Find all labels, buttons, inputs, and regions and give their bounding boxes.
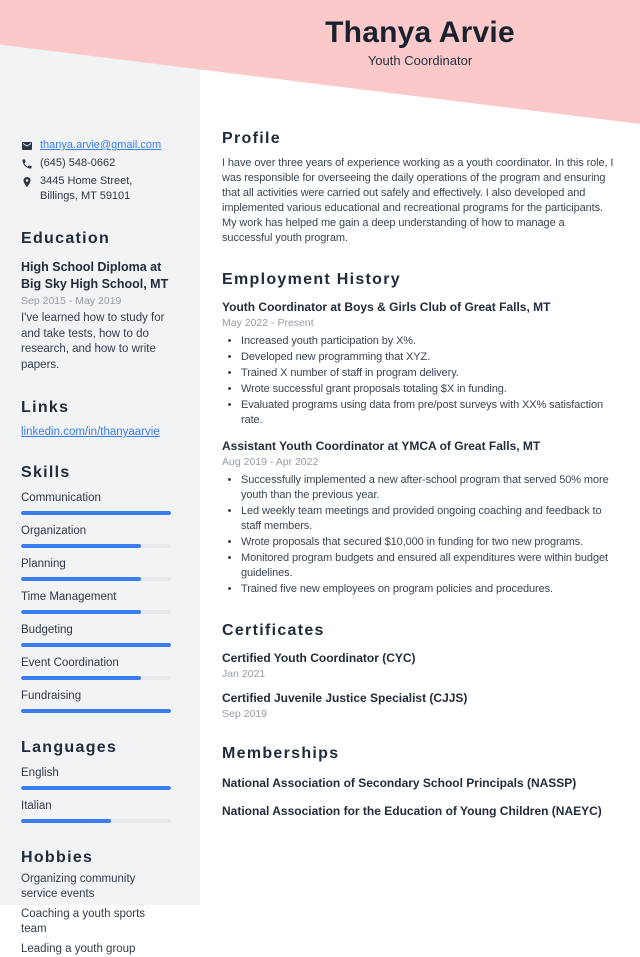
contact-phone-row: [21, 156, 172, 171]
skill-meter-fill: [21, 511, 171, 515]
certificates-heading: Certificates: [222, 622, 325, 639]
memberships-section: [222, 745, 614, 819]
certificate-entry: [222, 650, 614, 680]
hobby-item: Leading a youth group: [21, 943, 136, 955]
skill-meter-fill: [21, 610, 141, 614]
page-title: Thanya Arvie: [325, 16, 515, 49]
job-bullet: • Evaluated programs using data from pre/post surveys with XX% satisfaction rate.: [241, 398, 614, 428]
job-bullet: • Trained five new employees on program policies and procedures.: [241, 582, 614, 597]
skill-label: Fundraising: [21, 690, 82, 702]
language-row: [21, 799, 172, 823]
job-dates: May 2022 - Present: [222, 317, 314, 329]
certificate-entry: [222, 690, 614, 720]
education-description: I've learned how to study for and take tests, how to do research, and how to write papers.: [21, 312, 165, 371]
skill-meter-fill: [21, 676, 141, 680]
linkedin-link[interactable]: linkedin.com/in/thanyaarvie: [21, 426, 160, 438]
job-bullets: [222, 473, 614, 597]
employment-section: [222, 271, 614, 597]
skill-meter-fill: [21, 544, 141, 548]
skill-meter-fill: [21, 643, 171, 647]
skill-meter-track: [21, 544, 171, 548]
skill-meter-track: [21, 577, 171, 581]
email-link[interactable]: thanya.arvie@gmail.com: [40, 139, 162, 151]
hobbies-heading: Hobbies: [21, 849, 94, 866]
skill-row: [21, 656, 172, 680]
membership-entry: National Association for the Education of Young Children (NAEYC): [222, 804, 602, 818]
hobbies-section: [21, 849, 172, 957]
skill-label: Planning: [21, 558, 66, 570]
job-entry: [222, 438, 614, 597]
skill-meter-track: [21, 676, 171, 680]
skill-row: [21, 623, 172, 647]
education-degree: High School Diploma at Big Sky High School, MT: [21, 260, 169, 291]
language-meter-fill: [21, 786, 171, 790]
location-pin-icon: [21, 176, 33, 188]
skill-row: [21, 557, 172, 581]
hobby-item: Coaching a youth sports team: [21, 908, 146, 935]
contact-email-row: [21, 138, 172, 153]
certificates-section: [222, 622, 614, 720]
links-section: [21, 399, 172, 438]
skill-row: [21, 590, 172, 614]
language-label: English: [21, 767, 59, 779]
skill-row: [21, 689, 172, 713]
skills-section: [21, 464, 172, 713]
certificate-date: Sep 2019: [222, 708, 267, 720]
phone-value: (645) 548-0662: [40, 157, 116, 169]
skill-row: [21, 524, 172, 548]
link-row: [21, 426, 172, 438]
language-meter-fill: [21, 819, 111, 823]
contact-address-row: [21, 174, 172, 204]
header: [200, 16, 640, 68]
skill-label: Event Coordination: [21, 657, 119, 669]
job-bullet: • Increased youth participation by X%.: [241, 334, 614, 349]
job-bullets: [222, 334, 614, 428]
job-title: Assistant Youth Coordinator at YMCA of Great Falls, MT: [222, 439, 541, 453]
languages-heading: Languages: [21, 739, 118, 756]
phone-icon: [21, 158, 33, 170]
education-heading: Education: [21, 230, 111, 247]
language-label: Italian: [21, 800, 52, 812]
skill-meter-track: [21, 511, 171, 515]
education-section: [21, 230, 172, 373]
job-bullet: • Led weekly team meetings and provided ongoing coaching and feedback to staff members.: [241, 504, 614, 534]
language-meter-track: [21, 819, 171, 823]
skill-label: Time Management: [21, 591, 117, 603]
education-dates: Sep 2015 - May 2019: [21, 295, 122, 307]
skills-heading: Skills: [21, 464, 71, 481]
memberships-heading: Memberships: [222, 745, 340, 762]
languages-section: [21, 739, 172, 823]
job-bullet: • Trained X number of staff in program delivery.: [241, 366, 614, 381]
job-bullet: • Wrote proposals that secured $10,000 in funding for two new programs.: [241, 535, 614, 550]
profile-heading: Profile: [222, 130, 281, 147]
certificate-title: Certified Juvenile Justice Specialist (CJJS): [222, 691, 468, 705]
certificate-date: Jan 2021: [222, 668, 266, 680]
job-bullet: • Successfully implemented a new after-school program that served 50% more youth than the previous year.: [241, 473, 614, 503]
skill-row: [21, 491, 172, 515]
hobby-item: Organizing community service events: [21, 873, 136, 900]
main-content: [222, 130, 614, 819]
address-value: 3445 Home Street, Billings, MT 59101: [40, 175, 133, 202]
job-bullet: • Monitored program budgets and ensured all expenditures were within budget guidelines.: [241, 551, 614, 581]
job-entry: [222, 299, 614, 428]
job-dates: Aug 2019 - Apr 2022: [222, 456, 319, 468]
language-row: [21, 766, 172, 790]
language-meter-track: [21, 786, 171, 790]
employment-heading: Employment History: [222, 271, 401, 288]
membership-entry: National Association of Secondary School Principals (NASSP): [222, 776, 577, 790]
skill-meter-fill: [21, 709, 171, 713]
skill-meter-track: [21, 610, 171, 614]
sidebar: [21, 138, 172, 957]
profile-text: I have over three years of experience working as a youth coordinator. In this role, I was responsible for overseeing the daily operations of the program and ensuring that all activities were carried out safely and effectively. I also developed and implemented various educational and recreational programs for the participants. My work has helped me gain a deep understanding of how to manage a successful youth program.: [222, 157, 614, 244]
skill-label: Budgeting: [21, 624, 73, 636]
skill-label: Communication: [21, 492, 101, 504]
skill-meter-fill: [21, 577, 141, 581]
envelope-icon: [21, 140, 33, 152]
job-bullet: • Wrote successful grant proposals totaling $X in funding.: [241, 382, 614, 397]
job-title: Youth Coordinator at Boys & Girls Club of Great Falls, MT: [222, 300, 551, 314]
contact-section: [21, 138, 172, 204]
skill-meter-track: [21, 643, 171, 647]
links-heading: Links: [21, 399, 70, 416]
certificate-title: Certified Youth Coordinator (CYC): [222, 651, 416, 665]
job-bullet: • Developed new programming that XYZ.: [241, 350, 614, 365]
profile-section: [222, 130, 614, 246]
skill-meter-track: [21, 709, 171, 713]
skill-label: Organization: [21, 525, 87, 537]
job-title-subtitle: Youth Coordinator: [367, 53, 473, 68]
